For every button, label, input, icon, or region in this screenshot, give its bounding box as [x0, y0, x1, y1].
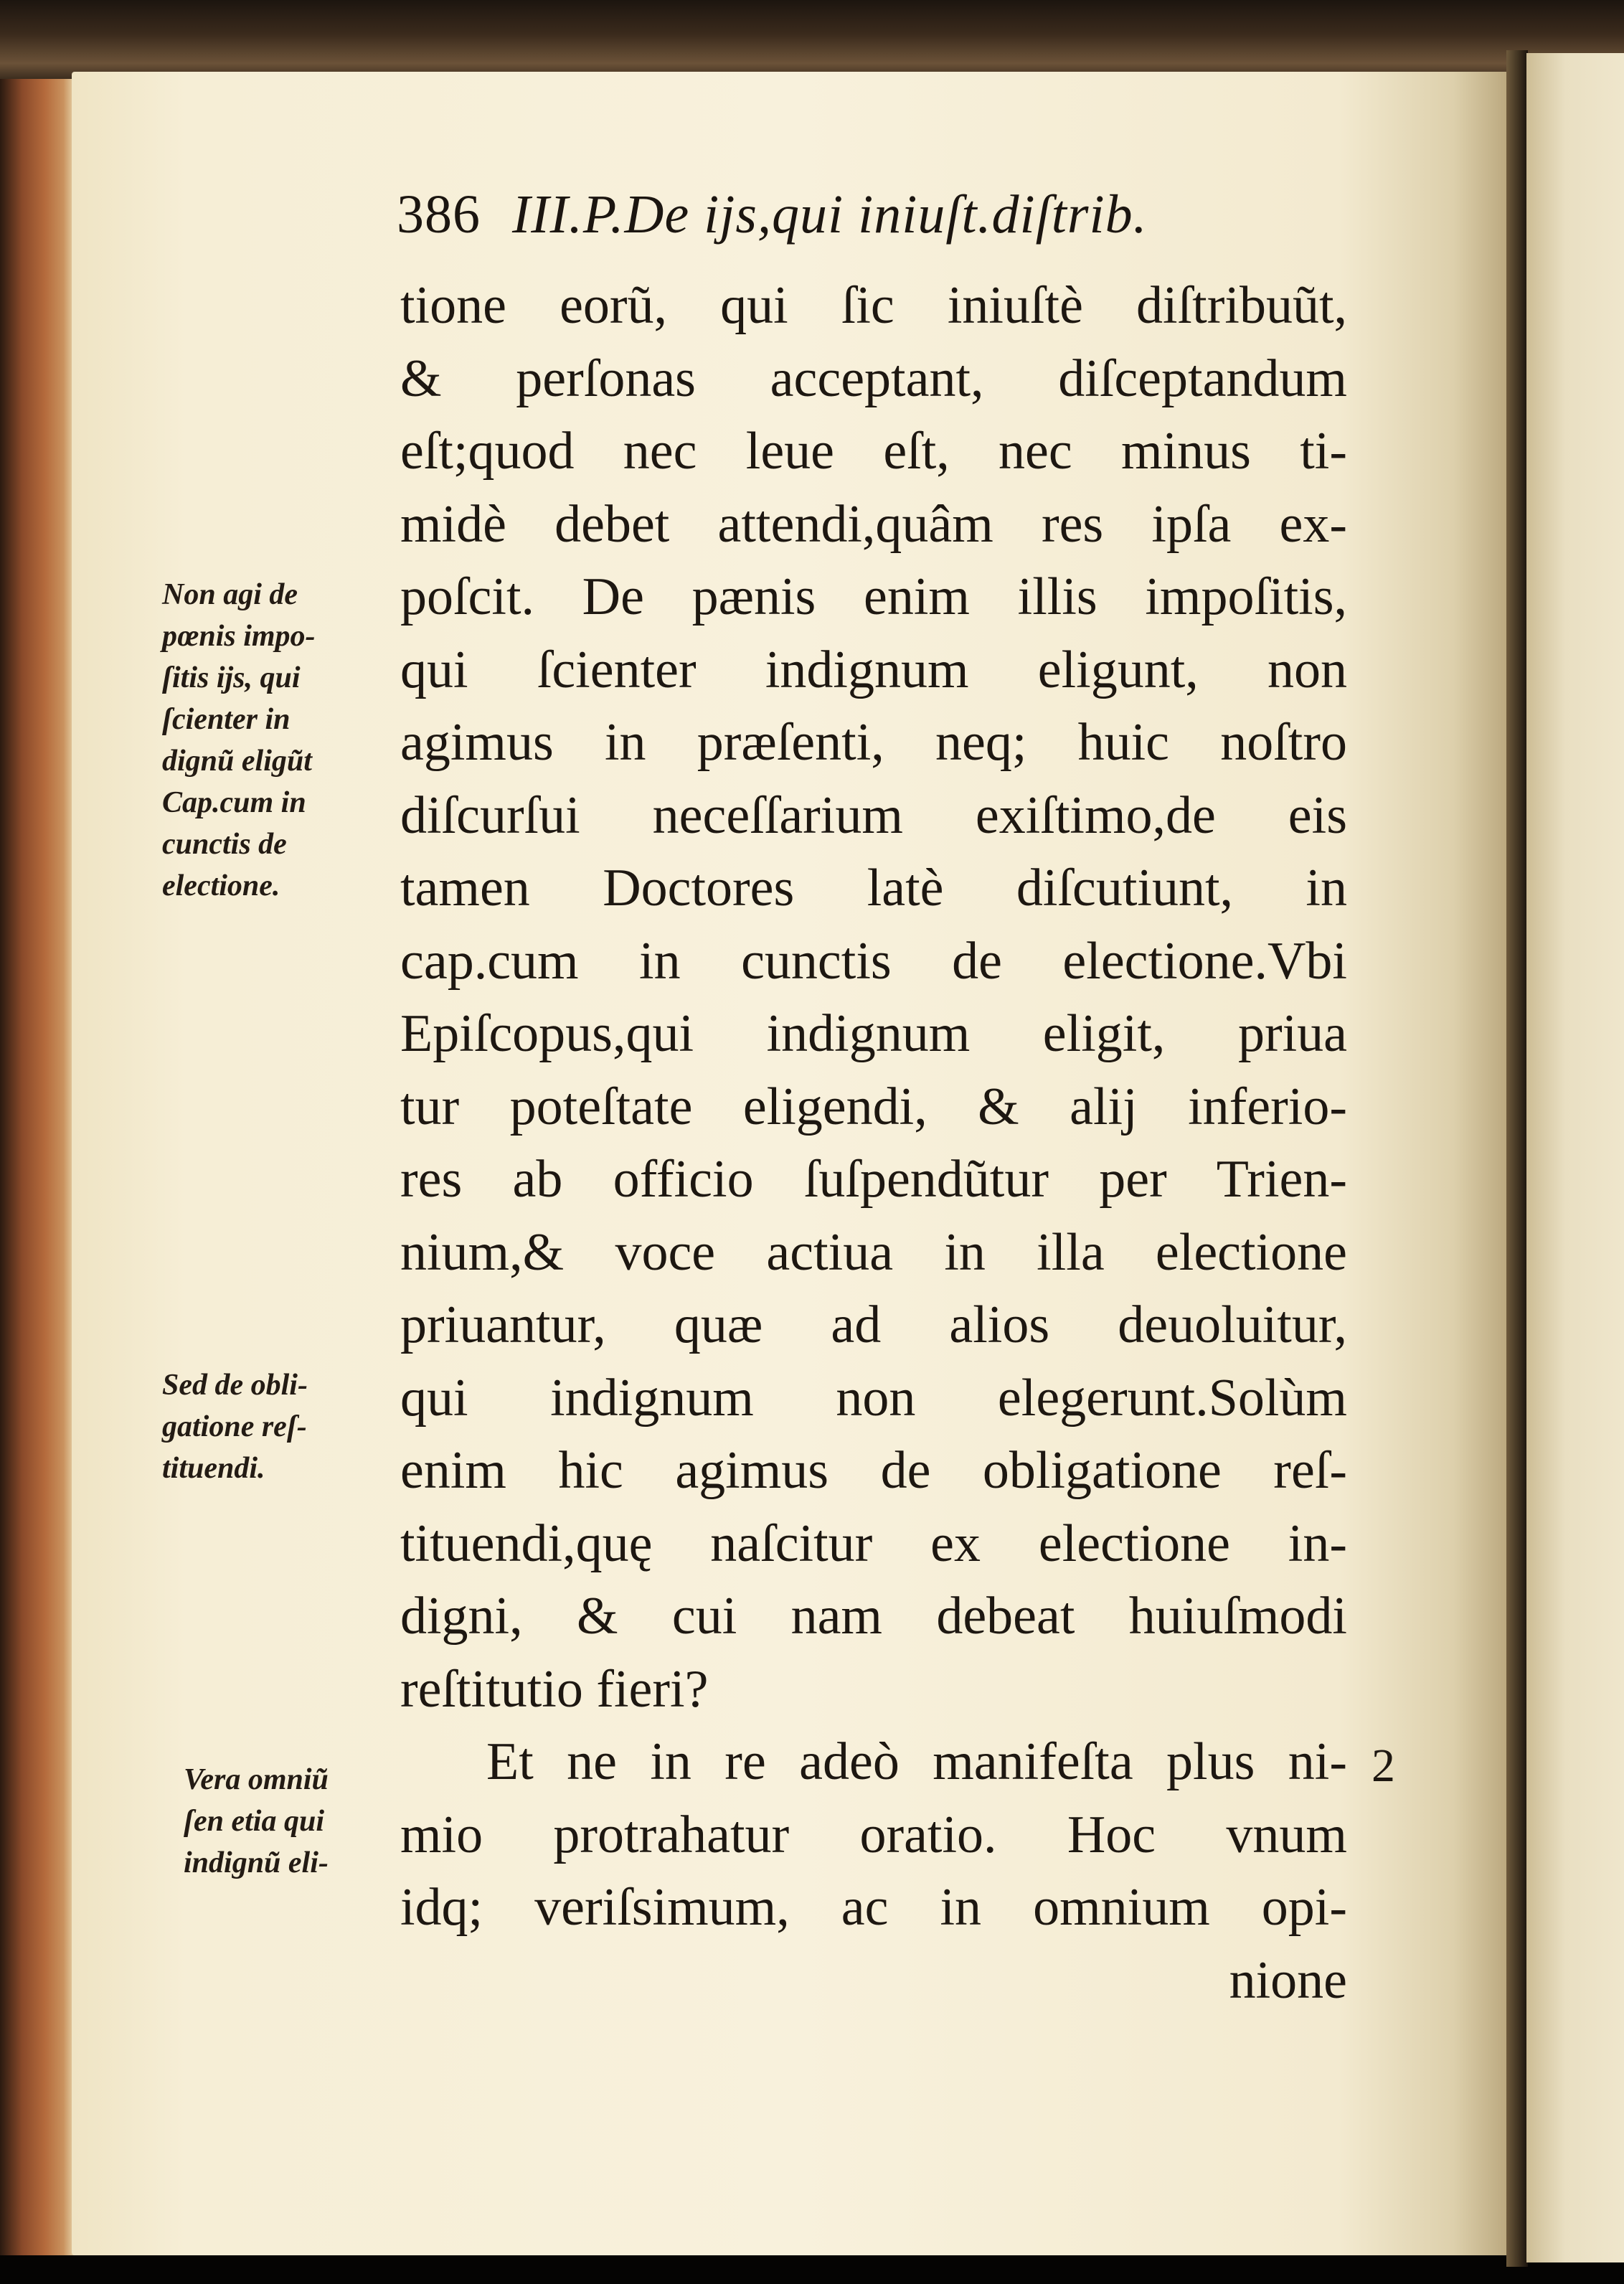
page-number: 386 [397, 184, 481, 245]
main-text-block [400, 270, 1347, 2017]
margin-note-line: electione. [162, 869, 280, 902]
margin-note-line: Cap.cum in [162, 786, 306, 819]
margin-note-line: dignũ eligũt [162, 745, 312, 778]
margin-note-line: ſitis ijs, qui [162, 661, 301, 694]
text-line: cap.cum in cunctis de electione.Vbi [400, 931, 1347, 991]
text-line: res ab officio ſuſpendũtur per Trien- [400, 1150, 1347, 1209]
running-title: III.P.De ijs,qui iniuſt.diſtrib. [512, 184, 1148, 245]
text-line: mio protrahatur oratio. Hoc vnum [400, 1805, 1347, 1864]
margin-note-line: gatione reſ- [162, 1410, 307, 1443]
text-line: digni, & cui nam debeat huiuſmodi [400, 1587, 1347, 1646]
text-line: & perſonas acceptant, diſceptandum [400, 349, 1347, 408]
text-line: qui ſcienter indignum eligunt, non [400, 640, 1347, 699]
section-number: 2 [1372, 1740, 1395, 1792]
margin-note-line: ſen etia qui [184, 1805, 324, 1838]
page-stack-edge [0, 79, 75, 2255]
text-line: poſcit. De pænis enim illis impoſitis, [400, 567, 1347, 626]
text-line: tamen Doctores latè diſcutiunt, in [400, 859, 1347, 917]
text-line: agimus in præſenti, neq; huic noſtro [400, 713, 1347, 772]
text-line: nium,& voce actiua in illa electione [400, 1222, 1347, 1282]
margin-note-line: Sed de obli- [162, 1369, 308, 1402]
margin-note-opinion [184, 1759, 406, 1884]
text-line: midè debet attendi,quâm res ipſa ex- [400, 494, 1347, 554]
text-line: Et ne in re adeò manifeſta plus ni- [486, 1732, 1347, 1791]
facing-page-edge [1526, 53, 1624, 2262]
margin-note-line: pœnis impo- [162, 620, 316, 653]
book-gutter [1506, 50, 1528, 2267]
text-line: tur poteſtate eligendi, & alij inferio- [400, 1077, 1347, 1136]
text-line: tione eorũ, qui ſic iniuſtè diſtribuũt, [400, 276, 1347, 335]
text-line: idq; veriſsimum, ac in omnium opi- [400, 1878, 1347, 1937]
margin-note-line: Non agi de [162, 578, 298, 611]
margin-note-line: Vera omniũ [184, 1763, 329, 1796]
text-line: eſt;quod nec leue eſt, nec minus ti- [400, 422, 1347, 481]
text-line: Epiſcopus,qui indignum eligit, priua [400, 1004, 1347, 1063]
margin-note-line: ſcienter in [162, 703, 291, 736]
margin-note-line: indignũ eli- [184, 1846, 329, 1879]
margin-note-line: cunctis de [162, 828, 287, 861]
text-line: diſcurſui neceſſarium exiſtimo,de eis [400, 785, 1347, 845]
text-line: priuantur, quæ ad alios deuoluitur, [400, 1296, 1347, 1354]
catchword: nione [1229, 1950, 1347, 2010]
text-line: qui indignum non elegerunt.Solùm [400, 1368, 1347, 1428]
text-line: enim hic agimus de obligatione reſ- [400, 1441, 1347, 1500]
margin-note-obligation [162, 1364, 384, 1489]
text-line: reſtitutio fieri? [400, 1659, 709, 1719]
margin-note-line: tituendi. [162, 1452, 265, 1485]
margin-note-penalties [162, 574, 384, 907]
text-line: tituendi,quę naſcitur ex electione in- [400, 1514, 1347, 1573]
running-header [397, 184, 1351, 255]
